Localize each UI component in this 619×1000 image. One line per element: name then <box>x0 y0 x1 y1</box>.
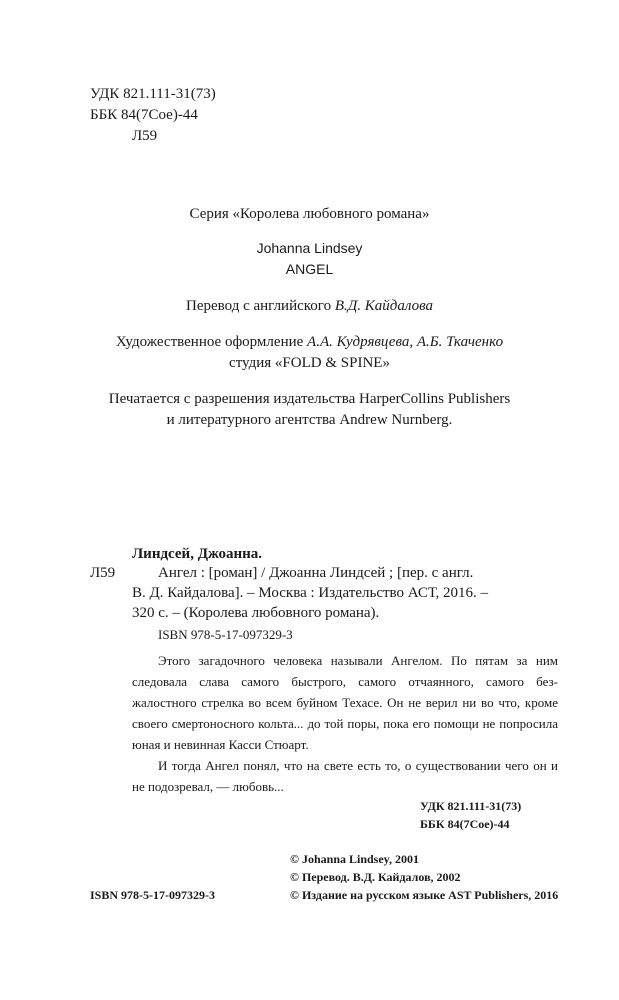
footer-isbn: ISBN 978-5-17-097329-3 <box>90 888 215 902</box>
translation-line <box>0 296 619 316</box>
author-sign: Л59 <box>132 128 158 144</box>
bbk-code: ББК 84(7Сое)-44 <box>90 107 198 123</box>
studio-line: студия «FOLD & SPINE» <box>229 355 390 371</box>
catalog-author: Линдсей, Джоанна. <box>132 546 263 562</box>
author-original: Johanna Lindsey <box>256 240 363 256</box>
catalog-line-2: В. Д. Кайдалова]. – Москва : Издательство АСТ, 2016. – <box>132 585 489 601</box>
catalog-line-3: 320 с. – (Королева любовного романа). <box>132 605 380 621</box>
design-line <box>0 332 619 352</box>
copyright-edition: © Издание на русском языке AST Publishers, 2016 <box>290 888 559 902</box>
permission-line-1: Печатается с разрешения издательства HarperCollins Publishers <box>108 391 511 407</box>
translator-name: В.Д. Кайдалова <box>334 298 433 314</box>
design-label: Художественное оформление <box>115 334 308 350</box>
copyright-translation: © Перевод. В.Д. Кайдалов, 2002 <box>290 870 461 884</box>
annotation-paragraph-2: И тогда Ангел понял, что на свете есть то, о существовании чего он и не подозревал, — любовь... <box>132 758 558 794</box>
translation-label: Перевод с английского <box>186 298 335 314</box>
title-original: ANGEL <box>285 261 334 277</box>
udk-code: УДК 821.111-31(73) <box>90 86 216 102</box>
catalog-line-1: Ангел : [роман] / Джоанна Линдсей ; [пер. с англ. <box>158 565 474 581</box>
designer-names: А.А. Кудрявцева, А.Б. Ткаченко <box>307 334 504 350</box>
catalog-code: Л59 <box>90 565 116 581</box>
copyright-author: © Johanna Lindsey, 2001 <box>290 852 420 866</box>
footer-udk: УДК 821.111-31(73) <box>420 799 522 813</box>
annotation-paragraph-1: Этого загадочного человека называли Ангелом. По пятам за ним следовала слава самого быстрого, самого отчаянного, самого без-жалостного стрелка во всем буйном Техасе. Он не верил ни во что, кроме своего смертоносного кольта... до той поры, пока его помощи не попросила юная и невинная Касси Стюарт. <box>132 653 558 752</box>
series-line: Серия «Королева любовного романа» <box>189 206 430 222</box>
footer-bbk: ББК 84(7Сое)-44 <box>420 817 510 831</box>
permission-line-2: и литературного агентства Andrew Nurnberg. <box>166 412 453 428</box>
catalog-isbn: ISBN 978-5-17-097329-3 <box>158 627 293 642</box>
